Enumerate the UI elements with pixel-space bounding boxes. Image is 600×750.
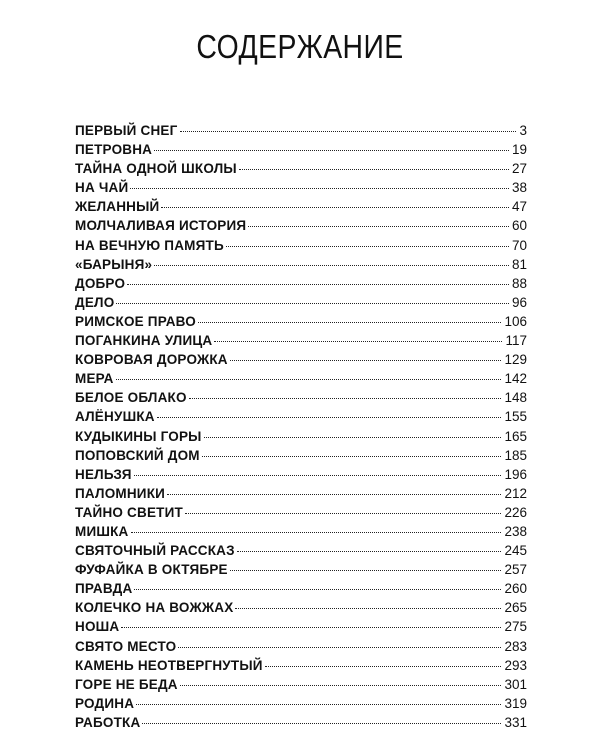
toc-dot-leader [214, 341, 502, 342]
toc-entry-title: БЕЛОЕ ОБЛАКО [75, 390, 187, 406]
toc-entry-page-number: 70 [511, 237, 527, 253]
toc-dot-leader [185, 513, 502, 514]
toc-entry [75, 484, 527, 503]
toc-entry [75, 617, 527, 636]
toc-dot-leader [157, 417, 502, 418]
toc-entry-title: ПАЛОМНИКИ [75, 485, 166, 501]
toc-entry-page-number: 319 [504, 695, 527, 711]
toc-entry [75, 541, 527, 560]
toc-entry-title: ГОРЕ НЕ БЕДА [75, 676, 178, 692]
toc-dot-leader [121, 627, 501, 628]
toc-entry-page-number: 81 [511, 256, 527, 272]
toc-dot-leader [239, 169, 509, 170]
toc-entry [75, 293, 527, 312]
toc-dot-leader [154, 150, 509, 151]
toc-entry-title: ТАЙНО СВЕТИТ [75, 504, 183, 520]
toc-entry [75, 598, 527, 617]
toc-entry-page-number: 47 [511, 199, 527, 215]
toc-dot-leader [136, 704, 501, 705]
toc-dot-leader [131, 532, 502, 533]
toc-dot-leader [248, 226, 509, 227]
toc-dot-leader [167, 494, 501, 495]
toc-entry-title: АЛЁНУШКА [75, 409, 155, 425]
toc-dot-leader [204, 437, 502, 438]
toc-entry [75, 446, 527, 465]
toc-entry [75, 407, 527, 426]
toc-dot-leader [154, 265, 509, 266]
toc-entry-title: ДЕЛО [75, 294, 115, 310]
toc-entry-title: КОВРОВАЯ ДОРОЖКА [75, 352, 228, 368]
toc-dot-leader [134, 589, 501, 590]
toc-entry-title: КАМЕНЬ НЕОТВЕРГНУТЫЙ [75, 657, 263, 673]
toc-entry-title: ТАЙНА ОДНОЙ ШКОЛЫ [75, 161, 237, 177]
toc-entry [75, 656, 527, 675]
toc-entry-page-number: 226 [504, 504, 527, 520]
toc-entry [75, 159, 527, 178]
toc-dot-leader [134, 475, 502, 476]
toc-entry-page-number: 185 [504, 447, 527, 463]
toc-entry [75, 350, 527, 369]
toc-dot-leader [230, 570, 502, 571]
toc-dot-leader [180, 685, 502, 686]
toc-entry-page-number: 301 [504, 676, 527, 692]
toc-dot-leader [180, 131, 517, 132]
toc-entry-title: ЖЕЛАННЫЙ [75, 199, 160, 215]
toc-entry [75, 637, 527, 656]
toc-entry-title: ФУФАЙКА В ОКТЯБРЕ [75, 562, 228, 578]
toc-entry-title: РОДИНА [75, 695, 135, 711]
toc-entry [75, 140, 527, 159]
toc-dot-leader [127, 284, 509, 285]
toc-entry-page-number: 257 [504, 562, 527, 578]
toc-entry-page-number: 265 [504, 600, 527, 616]
toc-entry [75, 312, 527, 331]
toc-entry-page-number: 293 [504, 657, 527, 673]
toc-entry [75, 675, 527, 694]
toc-entry-page-number: 275 [504, 619, 527, 635]
toc-entry [75, 178, 527, 197]
toc-entry-page-number: 245 [504, 543, 527, 559]
toc-entry-title: РИМСКОЕ ПРАВО [75, 313, 196, 329]
table-of-contents [75, 121, 527, 732]
toc-dot-leader [161, 207, 509, 208]
toc-entry-title: КОЛЕЧКО НА ВОЖЖАХ [75, 600, 234, 616]
page-title: СОДЕРЖАНИЕ [196, 28, 404, 65]
toc-entry [75, 465, 527, 484]
toc-entry-page-number: 142 [504, 371, 527, 387]
toc-dot-leader [142, 723, 501, 724]
toc-entry-title: ПЕРВЫЙ СНЕГ [75, 123, 178, 138]
toc-entry-title: МИШКА [75, 523, 129, 539]
toc-entry-page-number: 60 [511, 218, 527, 234]
toc-entry-page-number: 148 [504, 390, 527, 406]
toc-dot-leader [189, 398, 502, 399]
toc-entry-page-number: 96 [511, 294, 527, 310]
toc-dot-leader [265, 666, 502, 667]
toc-entry-title: ПОПОВСКИЙ ДОМ [75, 447, 200, 463]
toc-entry-title: ПЕТРОВНА [75, 142, 153, 158]
toc-entry [75, 388, 527, 407]
toc-entry-page-number: 19 [511, 142, 527, 158]
toc-entry-title: ДОБРО [75, 275, 126, 291]
toc-dot-leader [116, 379, 502, 380]
toc-entry-page-number: 212 [504, 485, 527, 501]
toc-entry [75, 274, 527, 293]
toc-entry [75, 522, 527, 541]
toc-entry-title: СВЯТО МЕСТО [75, 638, 177, 654]
toc-entry-page-number: 155 [504, 409, 527, 425]
toc-entry-title: МЕРА [75, 371, 114, 387]
toc-dot-leader [237, 551, 502, 552]
toc-entry-page-number: 165 [504, 428, 527, 444]
toc-dot-leader [235, 608, 501, 609]
toc-entry [75, 216, 527, 235]
toc-entry-title: РАБОТКА [75, 714, 141, 730]
toc-entry [75, 255, 527, 274]
toc-entry-page-number: 196 [504, 466, 527, 482]
toc-entry-page-number: 38 [511, 180, 527, 196]
toc-entry-title: НА ЧАЙ [75, 180, 129, 196]
toc-entry [75, 236, 527, 255]
toc-entry-title: «БАРЫНЯ» [75, 256, 153, 272]
toc-entry-page-number: 106 [504, 313, 527, 329]
toc-entry-page-number: 260 [504, 581, 527, 597]
toc-entry-page-number: 27 [511, 161, 527, 177]
toc-entry-title: СВЯТОЧНЫЙ РАССКАЗ [75, 543, 235, 559]
toc-entry-title: НЕЛЬЗЯ [75, 466, 132, 482]
toc-dot-leader [202, 456, 502, 457]
toc-entry [75, 560, 527, 579]
toc-entry-page-number: 238 [504, 523, 527, 539]
toc-entry-title: КУДЫКИНЫ ГОРЫ [75, 428, 202, 444]
toc-entry-title: НА ВЕЧНУЮ ПАМЯТЬ [75, 237, 224, 253]
toc-entry-title: НОША [75, 619, 120, 635]
toc-entry [75, 579, 527, 598]
toc-entry-page-number: 129 [504, 352, 527, 368]
toc-entry-page-number: 88 [511, 275, 527, 291]
toc-entry-page-number: 117 [505, 333, 527, 349]
toc-entry-page-number: 331 [504, 714, 527, 730]
toc-entry-page-number: 3 [519, 123, 527, 138]
toc-entry [75, 503, 527, 522]
toc-entry-title: ПОГАНКИНА УЛИЦА [75, 333, 213, 349]
toc-entry [75, 121, 527, 140]
toc-dot-leader [198, 322, 501, 323]
toc-entry [75, 694, 527, 713]
toc-entry [75, 427, 527, 446]
toc-entry [75, 197, 527, 216]
toc-dot-leader [130, 188, 509, 189]
toc-entry [75, 331, 527, 350]
toc-dot-leader [230, 360, 502, 361]
toc-entry-title: МОЛЧАЛИВАЯ ИСТОРИЯ [75, 218, 247, 234]
toc-entry-page-number: 283 [504, 638, 527, 654]
toc-dot-leader [226, 246, 509, 247]
toc-dot-leader [116, 303, 509, 304]
toc-entry-title: ПРАВДА [75, 581, 133, 597]
toc-entry [75, 369, 527, 388]
toc-entry [75, 713, 527, 732]
toc-dot-leader [178, 647, 501, 648]
